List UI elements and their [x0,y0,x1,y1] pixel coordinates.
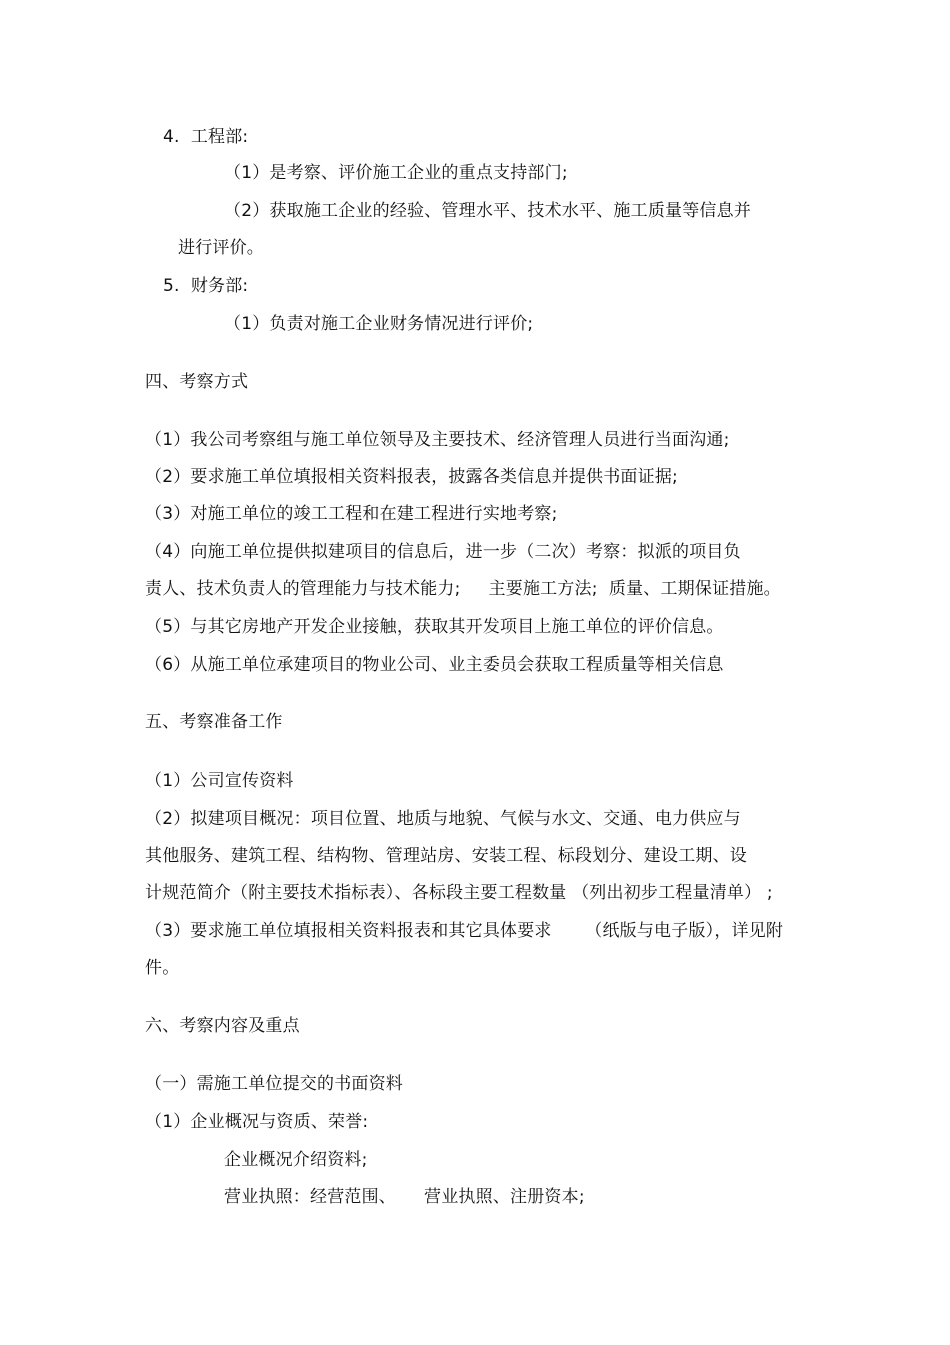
method-item-1: （1）我公司考察组与施工单位领导及主要技术、经济管理人员进行当面沟通; [145,430,730,450]
dept-engineering-heading: 4. 工程部: [163,127,249,147]
finance-item-1: （1）负责对施工企业财务情况进行评价; [224,314,534,334]
section-4-heading: 四、考察方式 [145,372,249,392]
prep-item-2-cont-1: 其他服务、建筑工程、结构物、管理站房、安装工程、标段划分、建设工期、设 [145,846,747,866]
engineering-item-1: （1）是考察、评价施工企业的重点支持部门; [224,163,568,183]
method-item-4: （4）向施工单位提供拟建项目的信息后，进一步（二次）考察：拟派的项目负 [145,542,741,562]
method-item-5: （5）与其它房地产开发企业接触，获取其开发项目上施工单位的评价信息。 [145,617,724,637]
prep-item-1: （1）公司宣传资料 [145,771,294,791]
method-item-6: （6）从施工单位承建项目的物业公司、业主委员会获取工程质量等相关信息 [145,655,724,675]
content-item-1-detail-2: 营业执照：经营范围、 营业执照、注册资本; [224,1187,585,1207]
prep-item-2: （2）拟建项目概况：项目位置、地质与地貌、气候与水文、交通、电力供应与 [145,809,741,829]
dept-finance-heading: 5. 财务部: [163,276,249,296]
prep-item-2-cont-2: 计规范简介（附主要技术指标表）、各标段主要工程数量 （列出初步工程量清单） ; [145,883,773,903]
content-item-1-detail-1: 企业概况介绍资料; [224,1150,368,1170]
content-item-1: （1）企业概况与资质、荣誉: [145,1112,369,1132]
prep-item-3: （3）要求施工单位填报相关资料报表和其它具体要求 （纸版与电子版），详见附 [145,921,784,941]
section-5-heading: 五、考察准备工作 [145,712,283,732]
method-item-4-cont: 责人、技术负责人的管理能力与技术能力; 主要施工方法; 质量、工期保证措施。 [145,579,781,599]
section-6-heading: 六、考察内容及重点 [145,1016,300,1036]
engineering-item-2: （2）获取施工企业的经验、管理水平、技术水平、施工质量等信息并 [224,201,752,221]
prep-item-3-cont: 件。 [145,958,180,978]
content-subheading-1: （一）需施工单位提交的书面资料 [145,1074,403,1094]
method-item-3: （3）对施工单位的竣工工程和在建工程进行实地考察; [145,504,558,524]
engineering-item-2-cont: 进行评价。 [178,238,264,258]
method-item-2: （2）要求施工单位填报相关资料报表，披露各类信息并提供书面证据; [145,467,678,487]
